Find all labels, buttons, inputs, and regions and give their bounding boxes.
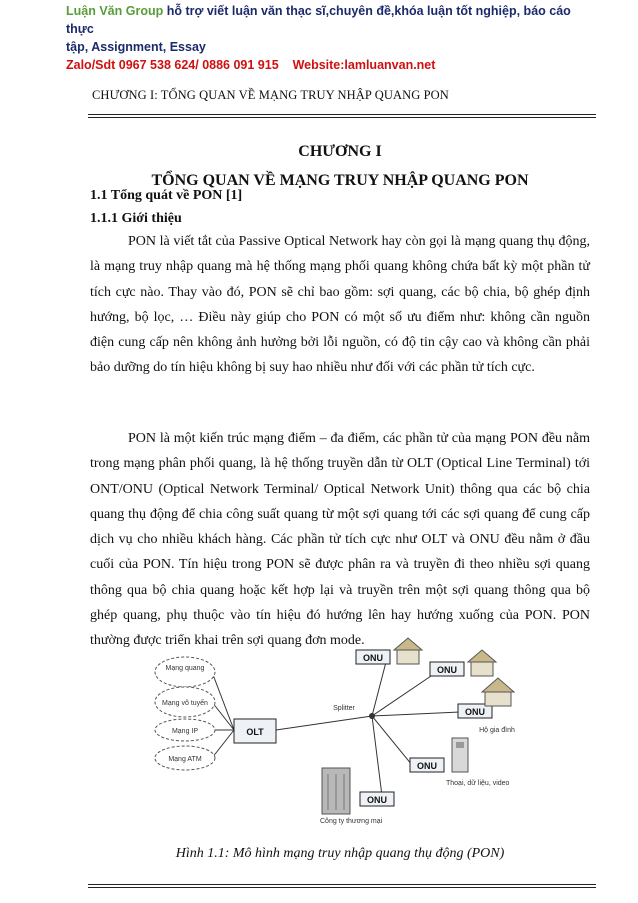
onu-box-4 (410, 738, 510, 787)
onu-box-5 (320, 768, 394, 825)
svg-text:ONU: ONU (417, 761, 437, 771)
house-icon (394, 638, 422, 664)
banner-brand: Luận Văn Group (66, 4, 164, 18)
cloud-optical-network (155, 657, 215, 687)
pon-diagram (150, 620, 600, 835)
svg-text:Mạng IP: Mạng IP (171, 728, 199, 735)
paragraph-2: PON là một kiến trúc mạng điểm – đa điểm, các phần tử của mạng PON đều nằm trong mạng phân phối quang, là hệ thống truyền dẫn từ OLT (Optical Line Terminal) tới ONT/ONU (Optical Network Terminal/ Optical Network Unit) thông qua các bộ chia quang thụ động để chia công suất quang từ một sợi quang tới các sợi quang để cung cấp dịch vụ cho nhiều khách hàng. Các phần tử tích cực như OLT và ONU đều nằm ở đầu cuối của PON. Tín hiệu trong PON sẽ được phân ra và truyền đi theo nhiều sợi quang thông qua bộ chia quang hoặc kết hợp lại và truyền trên một sợi quang thông qua bộ ghép quang, phụ thuộc vào tín hiệu đó hướng lên hay hướng xuống của PON. PON thường được triển khai trên sợi quang đơn mode. (90, 431, 590, 649)
cloud-atm-network (155, 746, 215, 770)
svg-text:ONU: ONU (465, 707, 485, 717)
section-heading: 1.1 Tổng quát về PON [1] (90, 188, 243, 203)
devices-label: Thoại, dữ liệu, video (446, 780, 510, 787)
onu-box-1 (356, 638, 422, 664)
svg-text:Mạng ATM: Mạng ATM (168, 756, 202, 763)
banner-website[interactable]: Website:lamluanvan.net (292, 58, 436, 72)
header-rule (88, 114, 596, 118)
house-icon (468, 650, 496, 676)
svg-text:Splitter: Splitter (333, 705, 355, 712)
paragraph-1: PON là viết tắt của Passive Optical Network hay còn gọi là mạng quang thụ động, là mạng truy nhập quang mà hệ thống mạng phối quang không chứa bất kỳ một phần tử tích cực nào. Thay vào đó, PON sẽ chỉ bao gồm: sợi quang, các bộ chia, bộ ghép định hướng, bộ lọc, … Điều này giúp cho PON có một số ưu điểm như: không cần nguồn điện cung cấp nên không ảnh hưởng bởi lỗi nguồn, có độ tin cậy cao và không cần phải bảo dưỡng do tín hiệu không bị suy hao nhiều như đối với các phần tử tích cực. (90, 234, 590, 376)
olt-box (234, 719, 276, 743)
svg-text:ONU: ONU (363, 653, 383, 663)
promo-banner (66, 2, 586, 74)
house-icon (482, 678, 514, 706)
office-building-icon (322, 768, 350, 814)
svg-text:Mạng vô tuyến: Mạng vô tuyến (162, 700, 208, 707)
household-label: Hộ gia đình (479, 727, 515, 734)
cloud-ip-network (155, 719, 215, 741)
banner-text-2: tập, Assignment, Essay (66, 40, 206, 54)
devices-icon (452, 738, 468, 772)
banner-text: hỗ trợ viết luận văn thạc sĩ,chuyên đề,khóa luận tốt nghiệp, báo cáo thực (66, 4, 571, 36)
onu-box-3 (458, 678, 515, 734)
footer-rule (88, 884, 596, 888)
running-header: CHƯƠNG I: TỔNG QUAN VỀ MẠNG TRUY NHẬP QUANG PON (92, 88, 449, 102)
chapter-subtitle: TỔNG QUAN VỀ MẠNG TRUY NHẬP QUANG PON (151, 172, 529, 189)
chapter-title: CHƯƠNG I (298, 143, 382, 160)
subsection-heading: 1.1.1 Giới thiệu (90, 211, 182, 226)
cloud-wireless-network (155, 687, 215, 717)
svg-text:ONU: ONU (437, 665, 457, 675)
svg-text:ONU: ONU (367, 795, 387, 805)
banner-contact: Zalo/Sdt 0967 538 624/ 0886 091 915 (66, 58, 279, 72)
company-label: Công ty thương mại (320, 818, 383, 825)
figure-caption: Hình 1.1: Mô hình mạng truy nhập quang thụ động (PON) (175, 846, 505, 861)
onu-box-2 (430, 650, 496, 676)
svg-text:Mạng quang: Mạng quang (165, 665, 205, 672)
svg-text:OLT: OLT (246, 727, 264, 737)
